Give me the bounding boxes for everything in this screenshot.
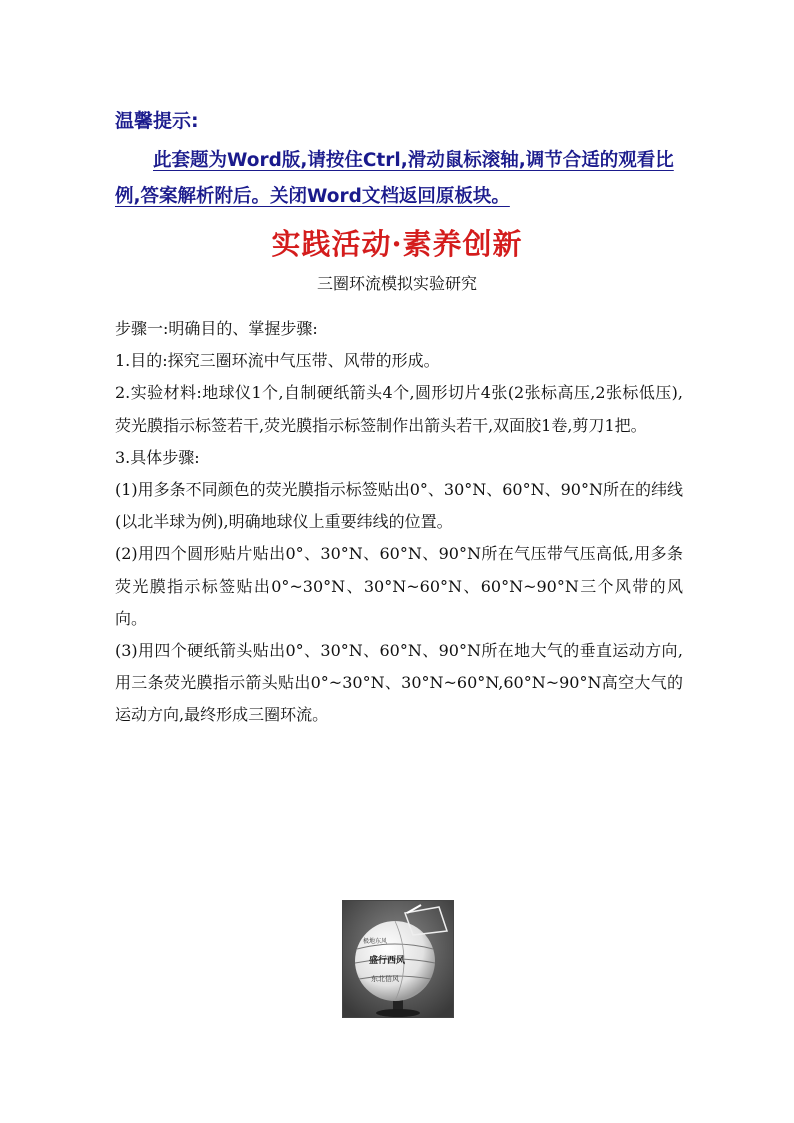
globe-illustration (343, 901, 453, 1017)
paragraph-step-one: 步骤一:明确目的、掌握步骤: (115, 319, 318, 338)
globe-label-westerlies: 盛行西风 (369, 956, 406, 966)
paragraph-step-3: (3)用四个硬纸箭头贴出0°、30°N、60°N、90°N所在地大气的垂直运动方向,用三条荧光膜指示箭头贴出0°~30°N、30°N~60°N,60°N~90°N高空大气的运动方向,最终形成三圈环流。 (115, 641, 683, 725)
globe-label-polar: 极地东风 (363, 938, 388, 945)
tip-body-text: 此套题为Word版,请按住Ctrl,滑动鼠标滚轴,调节合适的观看比例,答案解析附后。关闭Word文档返回原板块。 (115, 150, 674, 207)
paragraph-step-2: (2)用四个圆形贴片贴出0°、30°N、60°N、90°N所在气压带气压高低,用多条荧光膜指示标签贴出0°~30°N、30°N~60°N、60°N~90°N三个风带的风向。 (115, 544, 683, 628)
paragraph-materials: 2.实验材料:地球仪1个,自制硬纸箭头4个,圆形切片4张(2张标高压,2张标低压),荧光膜指示标签若干,荧光膜指示标签制作出箭头若干,双面胶1卷,剪刀1把。 (115, 383, 683, 435)
body-content (115, 313, 683, 732)
paragraph-purpose: 1.目的:探究三圈环流中气压带、风带的形成。 (115, 351, 440, 371)
section-title: 实践活动·素养创新 (271, 227, 523, 261)
globe-label-trades: 东北信风 (371, 975, 399, 983)
tip-title: 温馨提示: (115, 110, 199, 132)
paragraph-steps-heading: 3.具体步骤: (115, 447, 200, 467)
tip-body[interactable] (115, 143, 685, 215)
globe-photo (342, 900, 454, 1018)
sub-title: 三圈环流模拟实验研究 (316, 274, 477, 293)
paragraph-step-1: (1)用多条不同颜色的荧光膜指示标签贴出0°、30°N、60°N、90°N所在的纬线(以北半球为例),明确地球仪上重要纬线的位置。 (115, 480, 683, 532)
